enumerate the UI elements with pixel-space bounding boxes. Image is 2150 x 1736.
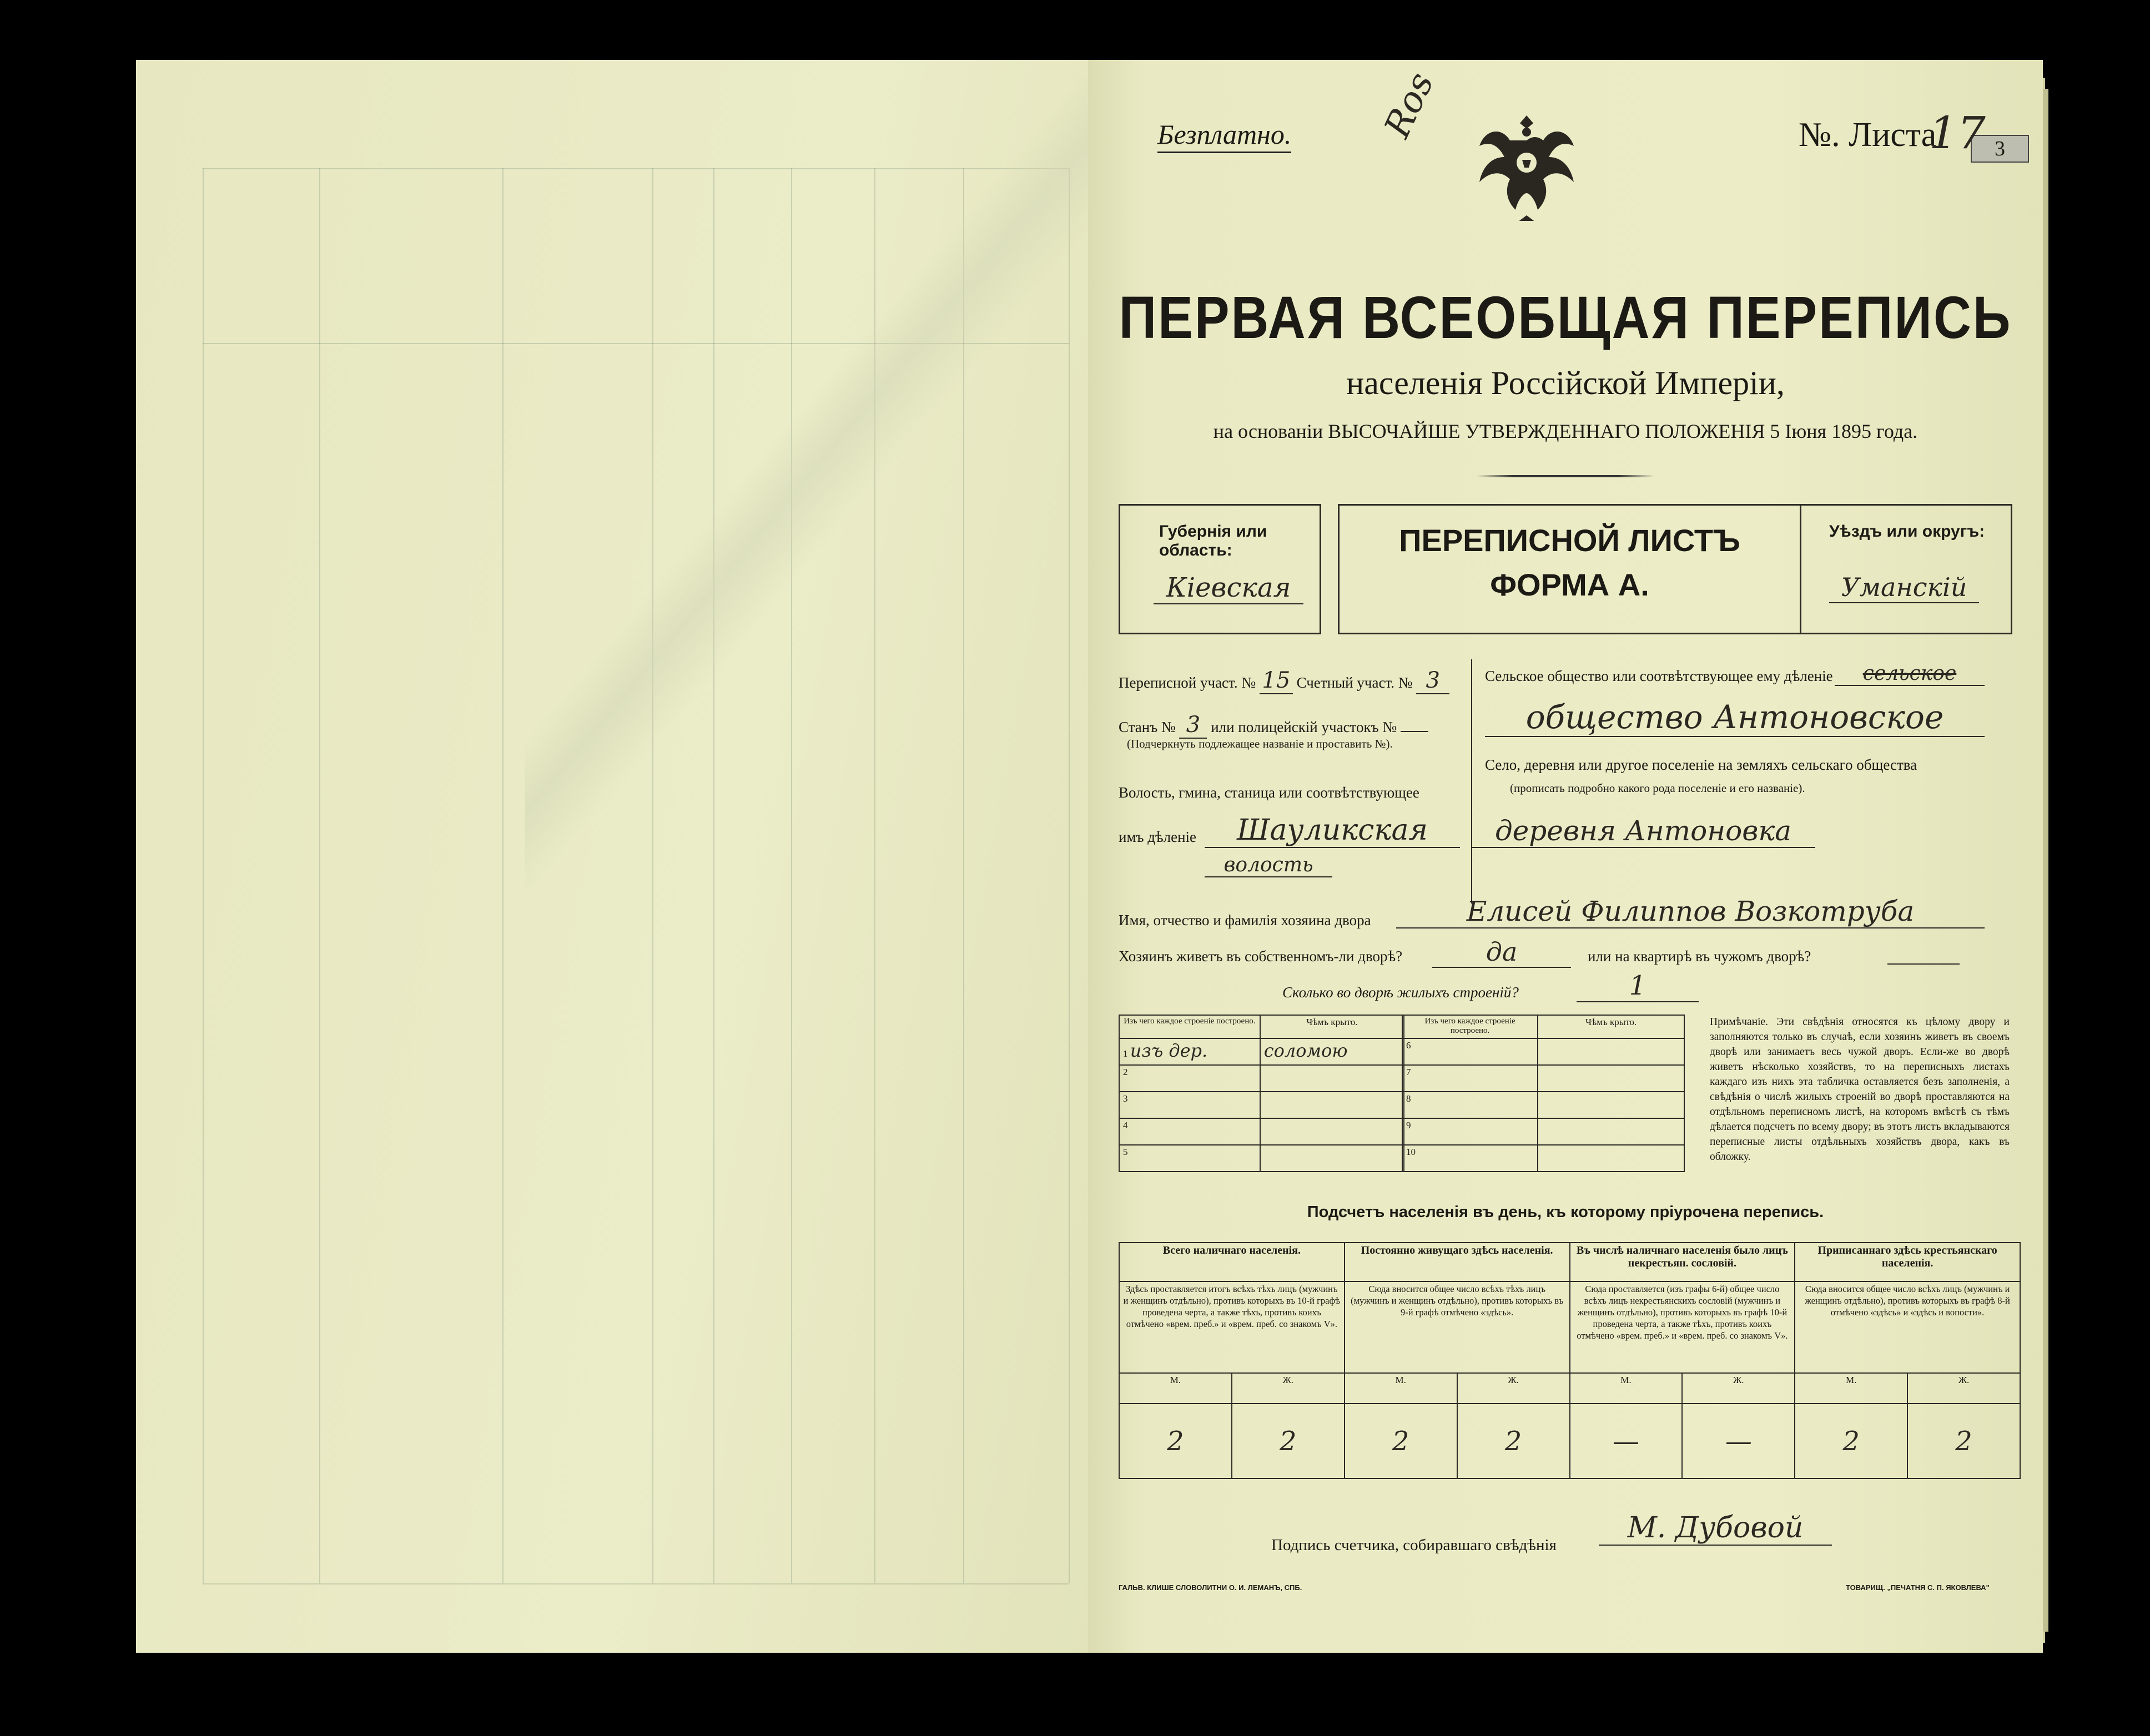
form-title-box: [1338, 504, 1801, 634]
stan-note: (Подчеркнуть подлежащее названіе и проставить №).: [1127, 737, 1393, 750]
table-row: [1402, 1145, 1684, 1172]
rent-label: или на квартирѣ въ чужомъ дворѣ?: [1588, 948, 1811, 965]
perepis-uch-row: [1119, 668, 1449, 694]
own-yard-value: да: [1432, 937, 1571, 968]
fold-shadow: [525, 60, 1091, 892]
ornament-divider: [1477, 475, 1654, 477]
m-header: М.: [1570, 1373, 1683, 1404]
buildings-note: Примѣчаніе. Эти свѣдѣнія относятся къ цѣлому двору и заполняются только въ случаѣ, если хозяинъ живетъ въ своемъ дворѣ или занимаетъ весь чужой дворъ. Если-же во дворѣ живетъ нѣсколько хозяйствъ, то на переписныхъ листахъ каждаго изъ нихъ эта табличка оставляется безъ заполненія, а свѣдѣнія о числѣ жилыхъ строеній во дворѣ проставляются на отдѣльномъ переписномъ листѣ, на которомъ вмѣстѣ съ тѣмъ дѣлается подсчетъ по всему двору; въ этотъ листъ вкладываются переписные листы отдѣльныхъ хозяйствъ двора, какъ въ обложку.: [1710, 1016, 2010, 1163]
form-legal-basis: на основаніи ВЫСОЧАЙШЕ УТВЕРЖДЕННАГО ПОЛОЖЕНІЯ 5 Іюня 1895 года.: [1213, 420, 1918, 442]
population-count-table: [1119, 1242, 2021, 1479]
village-note: (прописать подробно какого рода поселеніе и его названіе).: [1510, 781, 1805, 795]
census-form-page: [1088, 60, 2043, 1653]
row-number: 9: [1406, 1120, 1411, 1131]
group-2-desc: Сюда вносится общее число всѣхъ тѣхъ лицъ (мужчинъ и женщинъ отдѣльно), противъ которыхъ въ 9-й графѣ отмѣчено «здѣсь».: [1345, 1281, 1570, 1373]
volost-value-2: волость: [1205, 854, 1332, 877]
group-4-desc: Сюда вносится общее число всѣхъ лицъ (мужчинъ и женщинъ отдѣльно), противъ которыхъ въ графѣ 8-й отмѣчено «здѣсь» и «здѣсь и вопости».: [1795, 1281, 2020, 1373]
group-3-desc: Сюда проставляется (изъ графы 6-й) общее число всѣхъ лицъ некрестьянскихъ сословій (мужчинъ и женщинъ отдѣльно), противъ которыхъ въ графѣ 10-й проведена черта, а также тѣхъ, противъ коихъ отмѣчено «врем. преб.» и «врем. преб. со знакомъ V».: [1570, 1281, 1795, 1373]
left-page: [136, 60, 1091, 1653]
row-number: 10: [1406, 1147, 1416, 1157]
group-3-m-value: —: [1570, 1404, 1683, 1478]
gubernia-box: [1119, 504, 1321, 634]
village-value: деревня Антоновка: [1471, 815, 1815, 848]
group-4-m-value: 2: [1795, 1404, 1907, 1478]
buildings-label: Сколько во дворѣ жилыхъ строеній?: [1282, 984, 1519, 1001]
form-title-line-2: ФОРМА А.: [1490, 567, 1649, 602]
f-header: Ж.: [1907, 1373, 2020, 1404]
row-number: 3: [1123, 1093, 1128, 1104]
own-yard-label: Хозяинъ живетъ въ собственномъ-ли дворѣ?: [1119, 948, 1403, 965]
col-material-header: Изъ чего каждое строеніе построено.: [1402, 1015, 1538, 1038]
table-row: [1119, 1118, 1404, 1145]
table-row: [1402, 1092, 1684, 1118]
sheet-number-handwritten: 17: [1929, 107, 1986, 159]
buildings-table-left: [1119, 1015, 1404, 1172]
table-row: [1119, 1038, 1404, 1065]
group-3-f-value: —: [1682, 1404, 1795, 1478]
police-label: или полицейскій участокъ №: [1211, 719, 1397, 735]
f-header: Ж.: [1457, 1373, 1570, 1404]
society-value-2: общество Антоновское: [1485, 698, 1985, 737]
gubernia-label: Губернія или область:: [1159, 522, 1267, 559]
imperial-eagle-emblem: [1471, 110, 1582, 221]
row-material: изъ дер.: [1130, 1040, 1208, 1061]
ghost-rule: [203, 1583, 1069, 1584]
m-header: М.: [1795, 1373, 1907, 1404]
group-4-f-value: 2: [1907, 1404, 2020, 1478]
volost-label-1: Волость, гмина, станица или соотвѣтствующее: [1119, 784, 1419, 801]
signature-value: М. Дубовой: [1599, 1511, 1832, 1546]
stan-row: [1119, 712, 1428, 739]
group-1-f-value: 2: [1232, 1404, 1345, 1478]
owner-row: [1119, 912, 1371, 929]
society-label: Сельское общество или соотвѣтствующее ему дѣленіе: [1485, 668, 1833, 684]
volost-label-2: имъ дѣленіе: [1119, 829, 1197, 845]
m-header: М.: [1345, 1373, 1457, 1404]
table-row: [1402, 1118, 1684, 1145]
table-row: [1402, 1038, 1684, 1065]
m-header: М.: [1119, 1373, 1232, 1404]
table-row: [1119, 1145, 1404, 1172]
col-material-header: Изъ чего каждое строеніе построено.: [1119, 1015, 1260, 1038]
row-number: 2: [1123, 1067, 1128, 1077]
police-value-line: [1401, 731, 1428, 732]
stan-label: Станъ №: [1119, 719, 1176, 735]
group-1-desc: Здѣсь проставляется итогъ всѣхъ тѣхъ лицъ (мужчинъ и женщинъ отдѣльно), противъ которыхъ въ 10-й графѣ проведена черта, а также тѣхъ, противъ коихъ отмѣчено «врем. преб.» и «врем. преб. со знакомъ V».: [1119, 1281, 1345, 1373]
schet-uch-value: 3: [1416, 668, 1449, 694]
col-roof-header: Чѣмъ крыто.: [1538, 1015, 1684, 1038]
society-value-1: сельское: [1835, 662, 1985, 686]
column-divider: [1471, 659, 1472, 904]
owner-value: Елисей Филиппов Возкотруба: [1396, 895, 1985, 928]
table-row: [1402, 1065, 1684, 1092]
group-4-title: Приписаннаго здѣсь крестьянскаго населенія.: [1795, 1243, 2020, 1281]
volost-value-1: Шауликская: [1205, 814, 1460, 848]
ghost-rule: [502, 168, 503, 1583]
row-number: 6: [1406, 1040, 1411, 1051]
form-subtitle: населенія Россійской Имперіи,: [1346, 365, 1785, 401]
row-number: 1: [1123, 1048, 1128, 1059]
table-row: [1119, 1092, 1404, 1118]
uezd-value: Уманскій: [1829, 572, 1979, 603]
buildings-value: 1: [1577, 970, 1699, 1002]
table-row: [1119, 1065, 1404, 1092]
schet-uch-label: Счетный участ. №: [1296, 674, 1413, 691]
group-1-m-value: 2: [1119, 1404, 1232, 1478]
rent-value: [1887, 948, 1960, 965]
perepis-uch-label: Переписной участ. №: [1119, 674, 1256, 691]
row-number: 8: [1406, 1093, 1411, 1104]
form-main-title: ПЕРВАЯ ВСЕОБЩАЯ ПЕРЕПИСЬ: [1119, 284, 2012, 351]
ghost-rule: [319, 168, 320, 1583]
row-number: 5: [1123, 1147, 1128, 1157]
uezd-label: Уѣздъ или округъ:: [1829, 522, 1985, 541]
footer-right: ТОВАРИЩ. „ПЕЧАТНЯ С. П. ЯКОВЛЕВА": [1846, 1583, 1990, 1592]
group-2-m-value: 2: [1345, 1404, 1457, 1478]
ghost-rule: [203, 168, 204, 1583]
count-heading: Подсчетъ населенія въ день, къ которому пріурочена перепись.: [1307, 1203, 1824, 1221]
gubernia-value: Кіевская: [1154, 572, 1303, 604]
village-label: Село, деревня или другое поселеніе на земляхъ сельскаго общества: [1485, 756, 1917, 773]
signature-label: Подпись счетчика, собиравшаго свѣдѣнія: [1271, 1536, 1557, 1554]
uezd-box: [1749, 504, 2012, 634]
f-header: Ж.: [1232, 1373, 1345, 1404]
row-roof: соломою: [1263, 1040, 1348, 1061]
sheet-number-value: 3: [1971, 135, 2029, 163]
free-label: Безплатно.: [1157, 118, 1291, 153]
f-header: Ж.: [1682, 1373, 1795, 1404]
owner-label: Имя, отчество и фамилія хозяина двора: [1119, 912, 1371, 928]
corner-handwritten-mark: Ros: [1377, 66, 1442, 144]
group-2-f-value: 2: [1457, 1404, 1570, 1478]
group-2-title: Постоянно живущаго здѣсь населенія.: [1345, 1243, 1570, 1281]
footer-left: ГАЛЬВ. КЛИШЕ СЛОВОЛИТНИ О. И. ЛЕМАНЪ, СПБ.: [1119, 1583, 1302, 1592]
group-1-title: Всего наличнаго населенія.: [1119, 1243, 1345, 1281]
row-number: 4: [1123, 1120, 1128, 1131]
row-number: 7: [1406, 1067, 1411, 1077]
form-title-line-1: ПЕРЕПИСНОЙ ЛИСТЪ: [1399, 523, 1740, 558]
buildings-table-right: [1402, 1015, 1685, 1172]
stan-value: 3: [1179, 712, 1207, 739]
sheet-number-label: №. Листа: [1799, 116, 1937, 154]
group-3-title: Въ числѣ наличнаго населенія было лицъ некрестьян. сословій.: [1570, 1243, 1795, 1281]
perepis-uch-value: 15: [1260, 668, 1293, 694]
col-roof-header: Чѣмъ крыто.: [1260, 1015, 1404, 1038]
